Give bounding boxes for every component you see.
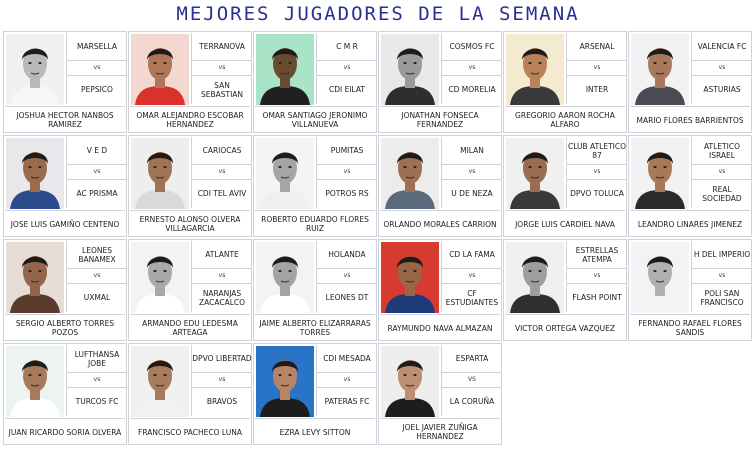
versus-label: vs bbox=[442, 268, 502, 284]
home-team: ATLETICO ISRAEL bbox=[692, 137, 752, 165]
versus-label: vs bbox=[192, 268, 252, 284]
player-card bbox=[628, 31, 752, 133]
away-team: CF ESTUDIANTES bbox=[445, 288, 499, 307]
player-name: LEANDRO LINARES JIMENEZ bbox=[630, 210, 750, 237]
match-info bbox=[566, 137, 627, 208]
match-info bbox=[566, 241, 627, 312]
player-photo bbox=[6, 34, 64, 105]
player-card bbox=[378, 31, 502, 133]
player-name: ROBERTO EDUARDO FLORES RUIZ bbox=[255, 210, 375, 237]
player-name: JAIME ALBERTO ELIZARRARAS TORRES bbox=[255, 314, 375, 341]
player-name: OMAR ALEJANDRO ESCOBAR HERNANDEZ bbox=[130, 106, 250, 133]
player-card bbox=[503, 31, 627, 133]
player-photo-icon bbox=[631, 138, 689, 209]
match-info bbox=[66, 241, 127, 312]
player-photo bbox=[631, 242, 689, 313]
player-card bbox=[128, 239, 252, 341]
match-info bbox=[441, 137, 502, 208]
player-photo bbox=[6, 242, 64, 313]
match-info bbox=[316, 241, 377, 312]
away-team: SAN SEBASTIAN bbox=[200, 80, 244, 99]
home-team: V E D bbox=[67, 137, 127, 165]
player-photo-icon bbox=[381, 346, 439, 417]
home-team: LUFTHANSA JOBE bbox=[67, 345, 127, 373]
player-name: VICTOR ORTEGA VAZQUEZ bbox=[505, 314, 625, 341]
player-name: ERNESTO ALONSO OLVERA VILLAGARCIA bbox=[130, 210, 250, 237]
versus-label: vs bbox=[567, 268, 627, 284]
player-name: JOEL JAVIER ZUÑIGA HERNANDEZ bbox=[380, 418, 500, 445]
player-card bbox=[503, 135, 627, 237]
player-photo bbox=[6, 346, 64, 417]
match-info bbox=[441, 33, 502, 104]
match-info bbox=[441, 241, 502, 312]
player-card bbox=[378, 239, 502, 341]
player-photo-icon bbox=[256, 242, 314, 313]
versus-label: vs bbox=[317, 164, 377, 180]
versus-label: vs bbox=[67, 268, 127, 284]
player-photo bbox=[381, 346, 439, 417]
player-card bbox=[128, 343, 252, 445]
player-photo bbox=[131, 138, 189, 209]
match-info bbox=[316, 33, 377, 104]
home-team: CARIOCAS bbox=[192, 137, 252, 165]
player-photo-icon bbox=[131, 34, 189, 105]
versus-label: vs bbox=[442, 164, 502, 180]
player-photo-icon bbox=[6, 34, 64, 105]
home-team: H DEL IMPERIO bbox=[692, 241, 752, 269]
player-photo bbox=[506, 34, 564, 105]
player-photo bbox=[506, 138, 564, 209]
away-team: LA CORUÑA bbox=[449, 397, 495, 406]
player-card bbox=[253, 135, 377, 237]
away-team: BRAVOS bbox=[206, 397, 238, 406]
player-card bbox=[253, 343, 377, 445]
home-team: LEONES BANAMEX bbox=[67, 241, 127, 269]
player-name: ARMANDO EDU LEDESMA ARTEAGA bbox=[130, 314, 250, 341]
away-team: CDI TEL AVIV bbox=[197, 189, 247, 198]
player-name: JORGE LUIS CARDIEL NAVA bbox=[505, 210, 625, 237]
home-team: ESPARTA bbox=[442, 345, 502, 373]
player-card bbox=[378, 343, 502, 445]
away-team: ASTURIAS bbox=[703, 85, 741, 94]
player-photo bbox=[131, 346, 189, 417]
player-photo bbox=[506, 242, 564, 313]
player-photo-icon bbox=[131, 242, 189, 313]
away-team: CD MORELIA bbox=[448, 85, 496, 94]
match-info bbox=[191, 137, 252, 208]
versus-label: vs bbox=[192, 60, 252, 76]
player-card bbox=[128, 31, 252, 133]
player-name: JOSHUA HECTOR NANBOS RAMIREZ bbox=[5, 106, 125, 133]
versus-label: vs bbox=[67, 164, 127, 180]
home-team: C M R bbox=[317, 33, 377, 61]
player-card bbox=[3, 135, 127, 237]
player-photo bbox=[631, 34, 689, 105]
player-photo bbox=[381, 242, 439, 313]
match-info bbox=[66, 345, 127, 416]
away-team: REAL SOCIEDAD bbox=[702, 184, 742, 203]
home-team: TERRANOVA bbox=[192, 33, 252, 61]
away-team: POLI SAN FRANCISCO bbox=[700, 288, 744, 307]
player-photo-icon bbox=[256, 34, 314, 105]
home-team: MARSELLA bbox=[67, 33, 127, 61]
home-team: ATLANTE bbox=[192, 241, 252, 269]
home-team: DPVO LIBERTAD bbox=[192, 345, 252, 373]
player-photo-icon bbox=[506, 34, 564, 105]
match-info bbox=[316, 137, 377, 208]
player-name: MARIO FLORES BARRIENTOS bbox=[630, 106, 750, 133]
versus-label: vs bbox=[67, 372, 127, 388]
player-name: RAYMUNDO NAVA ALMAZAN bbox=[380, 314, 500, 341]
player-name: JONATHAN FONSECA FERNANDEZ bbox=[380, 106, 500, 133]
player-name: SERGIO ALBERTO TORRES POZOS bbox=[5, 314, 125, 341]
versus-label: vs bbox=[567, 164, 627, 180]
versus-label: vs bbox=[567, 60, 627, 76]
away-team: INTER bbox=[585, 85, 609, 94]
away-team: TURCOS FC bbox=[75, 397, 119, 406]
match-info bbox=[66, 33, 127, 104]
versus-label: vs bbox=[192, 164, 252, 180]
versus-label: vs bbox=[67, 60, 127, 76]
match-info bbox=[191, 241, 252, 312]
away-team: AC PRISMA bbox=[76, 189, 118, 198]
player-photo-icon bbox=[381, 34, 439, 105]
player-card bbox=[3, 239, 127, 341]
home-team: CD LA FAMA bbox=[442, 241, 502, 269]
away-team: POTROS RS bbox=[325, 189, 369, 198]
match-info bbox=[441, 345, 502, 416]
player-photo-icon bbox=[631, 34, 689, 105]
player-photo-icon bbox=[256, 138, 314, 209]
versus-label: vs bbox=[442, 60, 502, 76]
match-info bbox=[191, 345, 252, 416]
player-photo bbox=[256, 34, 314, 105]
player-photo-icon bbox=[506, 138, 564, 209]
match-info bbox=[691, 33, 752, 104]
home-team: ESTRELLAS ATEMPA bbox=[567, 241, 627, 269]
away-team: U DE NEZA bbox=[451, 189, 493, 198]
home-team: COSMOS FC bbox=[442, 33, 502, 61]
player-name: JUAN RICARDO SORIA OLVERA bbox=[5, 418, 125, 445]
player-card bbox=[128, 135, 252, 237]
home-team: CLUB ATLETICO 87 bbox=[567, 137, 627, 165]
player-photo bbox=[256, 242, 314, 313]
away-team: LEONES DT bbox=[325, 293, 369, 302]
player-photo-icon bbox=[381, 138, 439, 209]
away-team: PATERAS FC bbox=[324, 397, 370, 406]
match-info bbox=[566, 33, 627, 104]
player-name: ORLANDO MORALES CARRION bbox=[380, 210, 500, 237]
player-photo-icon bbox=[381, 242, 439, 313]
player-photo-icon bbox=[6, 346, 64, 417]
player-name: FERNANDO RAFAEL FLORES SANDIS bbox=[630, 314, 750, 341]
versus-label: vs bbox=[692, 268, 752, 284]
player-card bbox=[3, 343, 127, 445]
home-team: CDI MESADA bbox=[317, 345, 377, 373]
player-photo-icon bbox=[6, 242, 64, 313]
away-team: UXMAL bbox=[83, 293, 111, 302]
versus-label: vs bbox=[317, 60, 377, 76]
away-team: FLASH POINT bbox=[572, 293, 622, 302]
match-info bbox=[691, 137, 752, 208]
home-team: HOLANDA bbox=[317, 241, 377, 269]
versus-label: vs bbox=[692, 164, 752, 180]
versus-label: vs bbox=[692, 60, 752, 76]
player-photo bbox=[631, 138, 689, 209]
versus-label: vs bbox=[192, 372, 252, 388]
player-photo-icon bbox=[6, 138, 64, 209]
player-name: OMAR SANTIAGO JERONIMO VILLANUEVA bbox=[255, 106, 375, 133]
player-photo bbox=[381, 34, 439, 105]
player-card bbox=[503, 239, 627, 341]
player-photo-icon bbox=[631, 242, 689, 313]
away-team: CDI EILAT bbox=[328, 85, 366, 94]
home-team: MILAN bbox=[442, 137, 502, 165]
player-photo-icon bbox=[256, 346, 314, 417]
home-team: VALENCIA FC bbox=[692, 33, 752, 61]
home-team: ARSENAL bbox=[567, 33, 627, 61]
page-title: MEJORES JUGADORES DE LA SEMANA bbox=[176, 3, 580, 25]
player-name: GREGORIO AARON ROCHA ALFARO bbox=[505, 106, 625, 133]
player-photo-icon bbox=[131, 138, 189, 209]
player-photo bbox=[131, 34, 189, 105]
player-card bbox=[378, 135, 502, 237]
player-photo bbox=[131, 242, 189, 313]
player-card bbox=[253, 239, 377, 341]
player-card bbox=[3, 31, 127, 133]
player-photo bbox=[6, 138, 64, 209]
match-info bbox=[66, 137, 127, 208]
player-photo bbox=[256, 346, 314, 417]
match-info bbox=[691, 241, 752, 312]
player-name: JOSE LUIS GAMIÑO CENTENO bbox=[5, 210, 125, 237]
match-info bbox=[191, 33, 252, 104]
player-photo-icon bbox=[506, 242, 564, 313]
player-photo bbox=[256, 138, 314, 209]
away-team: NARANJAS ZACACALCO bbox=[198, 288, 246, 307]
versus-label: vs bbox=[317, 372, 377, 388]
versus-label: VS bbox=[442, 372, 502, 388]
player-photo bbox=[381, 138, 439, 209]
away-team: DPVO TOLUCA bbox=[570, 189, 624, 198]
away-team: PEPSICO bbox=[81, 85, 113, 94]
player-photo-icon bbox=[131, 346, 189, 417]
player-name: EZRA LEVY SITTON bbox=[255, 418, 375, 445]
player-card bbox=[253, 31, 377, 133]
player-name: FRANCISCO PACHECO LUNA bbox=[130, 418, 250, 445]
match-info bbox=[316, 345, 377, 416]
versus-label: vs bbox=[317, 268, 377, 284]
player-card bbox=[628, 239, 752, 341]
player-card bbox=[628, 135, 752, 237]
home-team: PUMITAS bbox=[317, 137, 377, 165]
